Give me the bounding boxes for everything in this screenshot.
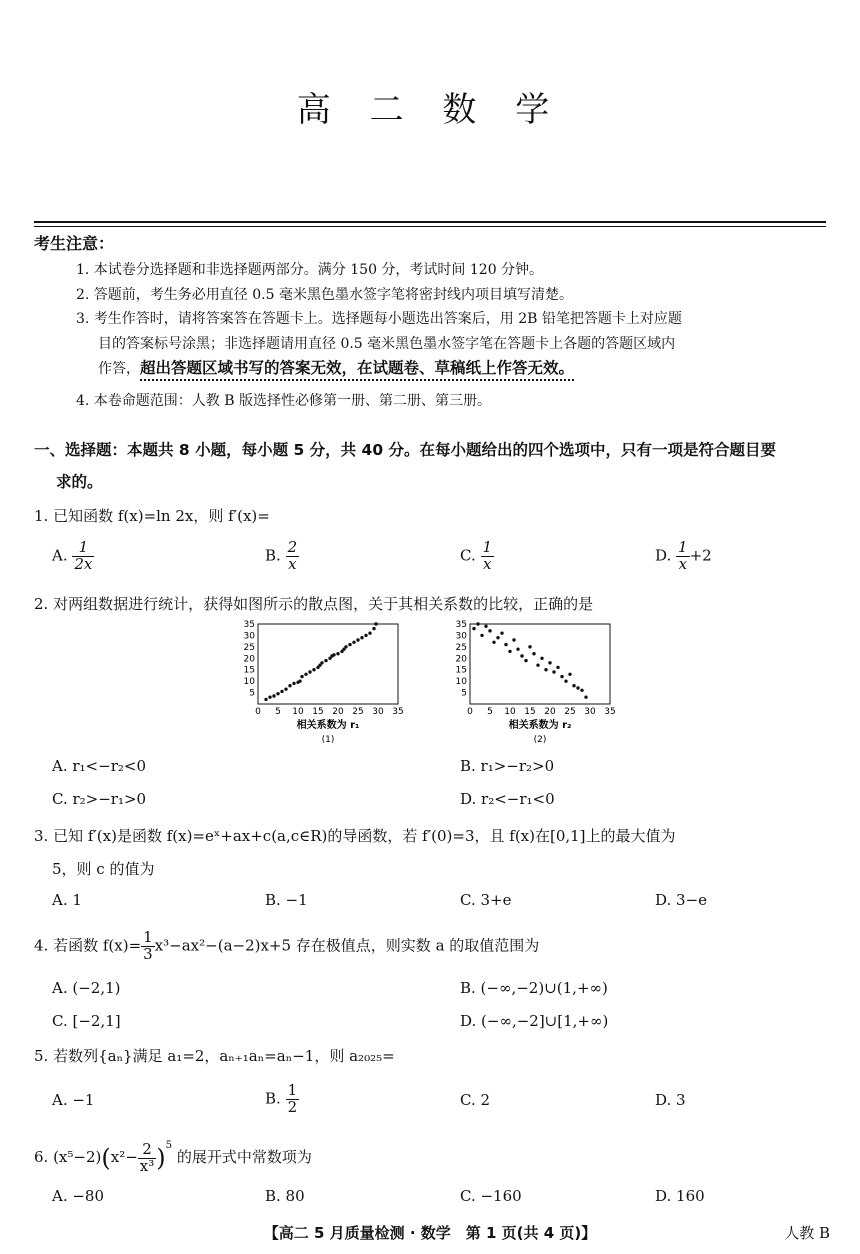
q5-b-num: 1	[287, 1081, 298, 1099]
x-tick-label: 25	[564, 707, 576, 717]
data-point	[356, 638, 359, 641]
data-point	[564, 679, 567, 682]
x-tick-label: 15	[312, 707, 324, 717]
data-point	[264, 698, 267, 701]
x-axis-label: 相关系数为 r₁	[296, 720, 360, 731]
q1-option-a-label: A.	[52, 546, 68, 565]
data-point	[532, 652, 535, 655]
question-5-stem: 5. 若数列{aₙ}满足 a₁=2，aₙ₊₁aₙ=aₙ−1，则 a₂₀₂₅=	[34, 1047, 395, 1065]
x-tick-label: 35	[392, 707, 404, 717]
data-point	[520, 654, 523, 657]
q6-option-d: D. 160	[655, 1187, 705, 1205]
q5-option-d: D. 3	[655, 1091, 686, 1109]
q2-option-b: B. r₁>−r₂>0	[460, 757, 555, 775]
y-tick-label: 30	[243, 631, 255, 642]
notice-line-2: 2. 答题前，考生务必用直径 0.5 毫米黑色墨水签字笔将密封线内项目填写清楚。	[76, 287, 573, 303]
data-point	[504, 643, 507, 646]
x-tick-label: 20	[544, 707, 556, 717]
q1-option-d-frac	[676, 540, 690, 573]
divider-thick	[34, 221, 826, 223]
data-point	[484, 625, 487, 628]
question-1-stem: 1. 已知函数 f(x)=ln 2x，则 f′(x)=	[34, 507, 270, 525]
y-tick-label: 5	[461, 688, 467, 699]
data-point	[472, 627, 475, 630]
data-point	[372, 627, 375, 630]
q4-num: 1	[143, 928, 153, 946]
q2-option-a: A. r₁<−r₂<0	[52, 757, 146, 775]
data-point	[364, 634, 367, 637]
data-point	[360, 636, 363, 639]
data-point	[276, 692, 279, 695]
notice-line-1: 1. 本试卷分选择题和非选择题两部分。满分 150 分，考试时间 120 分钟。	[76, 262, 544, 278]
data-point	[528, 645, 531, 648]
x-tick-label: 30	[372, 707, 384, 717]
q6-option-b: B. 80	[265, 1187, 305, 1205]
data-point	[524, 659, 527, 662]
y-tick-label: 25	[243, 642, 255, 653]
footer-page-info: 【高二 5 月质量检测 · 数学 第 1 页(共 4 页)】	[263, 1224, 597, 1242]
q6-stem-mid: x²−	[110, 1148, 138, 1166]
q5-b-den: 2	[287, 1097, 298, 1116]
x-tick-label: 5	[275, 707, 281, 717]
q1-c-den: x	[483, 554, 492, 573]
data-point	[352, 641, 355, 644]
y-tick-label: 35	[455, 620, 467, 630]
data-point	[512, 638, 515, 641]
q5-option-c: C. 2	[460, 1091, 491, 1109]
q6-num: 2	[138, 1142, 156, 1159]
question-6-stem	[34, 1140, 312, 1174]
data-point	[500, 631, 503, 634]
q6-stem-post: 的展开式中常数项为	[176, 1148, 312, 1166]
data-point	[584, 695, 587, 698]
data-point	[298, 679, 301, 682]
x-axis-label: 相关系数为 r₂	[508, 720, 572, 731]
data-point	[568, 673, 571, 676]
y-tick-label: 20	[243, 654, 255, 665]
x-tick-label: 35	[604, 707, 616, 717]
q3-option-d: D. 3−e	[655, 891, 708, 909]
data-point	[496, 636, 499, 639]
data-point	[374, 622, 377, 625]
data-point	[336, 652, 339, 655]
scatter-chart-2	[448, 620, 623, 750]
x-tick-label: 15	[524, 707, 536, 717]
notice-line-3c-pre: 作答，	[98, 361, 140, 377]
q5-option-b	[265, 1083, 299, 1116]
q3-option-a: A. 1	[52, 891, 82, 909]
q6-stem-pre: 6. (x⁵−2)	[34, 1148, 102, 1166]
q1-c-num: 1	[482, 538, 493, 556]
q1-option-b-frac	[286, 540, 300, 573]
question-3-stem-1: 3. 已知 f′(x)是函数 f(x)=eˣ+ax+c(a,c∈R)的导函数，若 f′(0)=3，且 f(x)在[0,1]上的最大值为	[34, 827, 676, 845]
q1-d-num: 1	[678, 538, 688, 556]
q5-option-a: A. −1	[52, 1091, 95, 1109]
plot-frame	[470, 624, 610, 704]
q4-option-c: C. [−2,1]	[52, 1012, 121, 1030]
q6-paren-open: (	[101, 1144, 111, 1172]
q4-option-b: B. (−∞,−2)∪(1,+∞)	[460, 979, 608, 997]
x-tick-label: 10	[292, 707, 304, 717]
chart-caption: (2)	[533, 735, 547, 745]
data-point	[580, 689, 583, 692]
data-point	[268, 695, 271, 698]
q1-option-c-label: C.	[460, 546, 476, 565]
chart-caption: (1)	[321, 735, 335, 745]
q4-option-d: D. (−∞,−2]∪[1,+∞)	[460, 1012, 609, 1030]
q1-d-plus: +2	[689, 546, 712, 565]
data-point	[368, 631, 371, 634]
data-point	[536, 663, 539, 666]
data-point	[548, 661, 551, 664]
q3-option-c: C. 3+e	[460, 891, 512, 909]
data-point	[480, 634, 483, 637]
q6-paren-close: )	[156, 1144, 166, 1172]
data-point	[304, 673, 307, 676]
q4-option-a: A. (−2,1)	[52, 979, 121, 997]
data-point	[516, 647, 519, 650]
q1-b-num: 2	[287, 538, 298, 556]
q1-option-c-frac	[481, 540, 495, 573]
data-point	[312, 668, 315, 671]
data-point	[320, 661, 323, 664]
scatter-chart-1	[236, 620, 411, 750]
y-tick-label: 10	[243, 677, 255, 688]
q4-stem-post: x³−ax²−(a−2)x+5 存在极值点，则实数 a 的取值范围为	[154, 936, 540, 955]
q1-option-a-frac	[72, 540, 94, 573]
x-tick-label: 0	[467, 707, 473, 717]
section-heading-2: 求的。	[56, 473, 103, 491]
data-point	[324, 659, 327, 662]
q6-option-c: C. −160	[460, 1187, 522, 1205]
q1-d-den: x	[678, 554, 688, 573]
q1-option-b	[265, 540, 299, 573]
question-2-stem: 2. 对两组数据进行统计，获得如图所示的散点图，关于其相关系数的比较，正确的是	[34, 595, 594, 613]
q4-den: 3	[143, 944, 153, 963]
x-tick-label: 20	[332, 707, 344, 717]
q2-option-d: D. r₂<−r₁<0	[460, 790, 555, 808]
data-point	[308, 670, 311, 673]
y-tick-label: 15	[243, 665, 255, 676]
q1-option-b-label: B.	[265, 546, 281, 565]
q1-option-d	[655, 540, 712, 573]
data-point	[492, 641, 495, 644]
x-tick-label: 0	[255, 707, 261, 717]
data-point	[292, 682, 295, 685]
q5-option-b-frac	[286, 1083, 300, 1116]
q6-exponent: 5	[165, 1140, 173, 1151]
x-tick-label: 30	[584, 707, 596, 717]
data-point	[540, 657, 543, 660]
section-heading-1: 一、选择题：本题共 8 小题，每小题 5 分，共 40 分。在每小题给出的四个选项中，只有一项是符合题目要	[34, 441, 777, 459]
y-tick-label: 15	[455, 665, 467, 676]
q6-den: x³	[139, 1156, 155, 1175]
question-3-stem-2: 5，则 c 的值为	[52, 860, 155, 878]
data-point	[284, 687, 287, 690]
x-tick-label: 5	[487, 707, 493, 717]
data-point	[576, 686, 579, 689]
data-point	[344, 645, 347, 648]
question-4-stem	[34, 930, 539, 963]
y-tick-label: 25	[455, 642, 467, 653]
q5-option-b-label: B.	[265, 1089, 281, 1108]
q1-a-num: 1	[72, 540, 94, 557]
q6-option-a: A. −80	[52, 1187, 105, 1205]
data-point	[300, 675, 303, 678]
x-tick-label: 25	[352, 707, 364, 717]
q6-frac	[138, 1139, 156, 1175]
q2-option-c: C. r₂>−r₁>0	[52, 790, 147, 808]
data-point	[508, 650, 511, 653]
data-point	[552, 670, 555, 673]
q3-option-b: B. −1	[265, 891, 308, 909]
divider-thin	[34, 226, 826, 227]
data-point	[488, 629, 491, 632]
notice-heading: 考生注意：	[34, 234, 115, 253]
data-point	[560, 675, 563, 678]
x-tick-label: 10	[504, 707, 516, 717]
data-point	[544, 668, 547, 671]
data-point	[348, 643, 351, 646]
plot-frame	[258, 624, 398, 704]
y-tick-label: 5	[249, 688, 255, 699]
q1-option-d-label: D.	[655, 546, 672, 565]
data-point	[476, 622, 479, 625]
y-tick-label: 35	[243, 620, 255, 630]
data-point	[272, 694, 275, 697]
q1-option-c	[460, 540, 494, 573]
data-point	[280, 690, 283, 693]
notice-line-4: 4. 本卷命题范围：人教 B 版选择性必修第一册、第二册、第三册。	[76, 393, 491, 409]
q4-frac	[141, 930, 155, 963]
data-point	[332, 653, 335, 656]
data-point	[556, 666, 559, 669]
y-tick-label: 10	[455, 677, 467, 688]
notice-line-3a: 3. 考生作答时，请将答案答在答题卡上。选择题每小题选出答案后，用 2B 铅笔把答题卡上对应题	[76, 311, 682, 327]
q1-b-den: x	[288, 554, 297, 573]
notice-emphasis: 超出答题区域书写的答案无效，在试题卷、草稿纸上作答无效。	[140, 359, 575, 377]
notice-line-3b: 目的答案标号涂黑；非选择题请用直径 0.5 毫米黑色墨水签字笔在答题卡上各题的答题区域内	[98, 336, 676, 352]
data-point	[288, 684, 291, 687]
y-tick-label: 30	[455, 631, 467, 642]
q1-a-den: 2x	[74, 554, 93, 573]
q1-option-a	[52, 540, 94, 573]
notice-line-3c	[98, 356, 574, 378]
data-point	[572, 684, 575, 687]
q4-stem-pre: 4. 若函数 f(x)=	[34, 936, 142, 955]
page-title: 高 二 数 学	[296, 90, 564, 130]
y-tick-label: 20	[455, 654, 467, 665]
footer-edition: 人教 B	[784, 1224, 830, 1242]
